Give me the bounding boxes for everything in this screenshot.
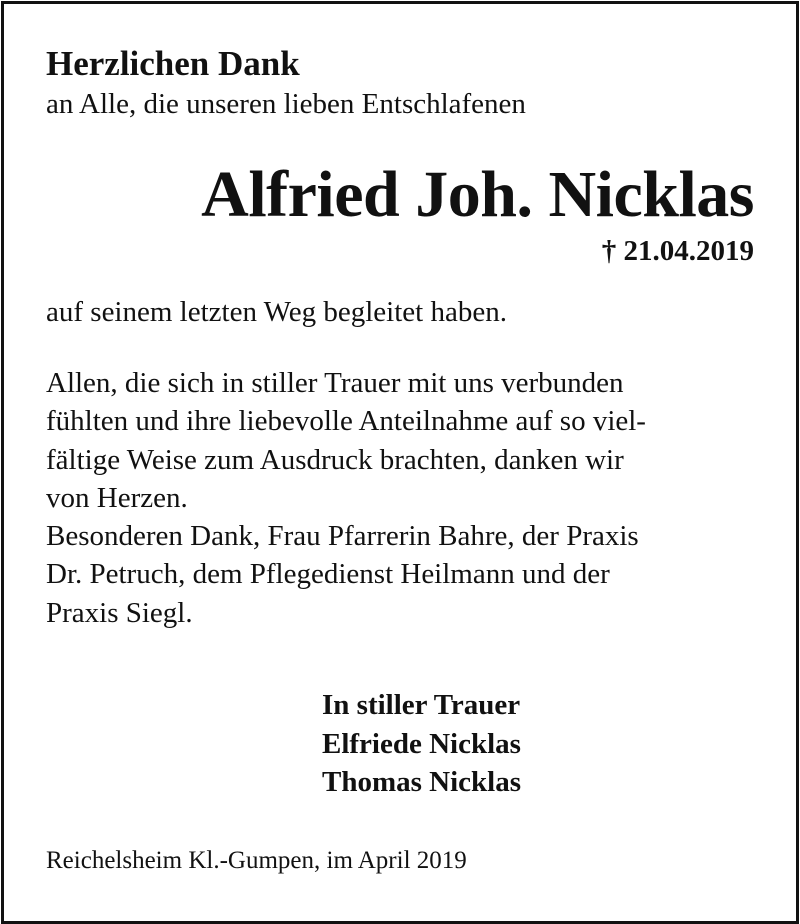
thanks-paragraph xyxy=(46,364,646,632)
deceased-name: Alfried Joh. Nicklas xyxy=(201,158,754,231)
signature-line: Elfriede Nicklas xyxy=(322,727,521,760)
death-date: † 21.04.2019 xyxy=(601,235,754,267)
heading: Herzlichen Dank xyxy=(46,44,300,83)
signature-line: In stiller Trauer xyxy=(322,689,521,721)
signature-block xyxy=(322,686,521,802)
paragraph-line: Besonderen Dank, Frau Pfarrerin Bahre, der Praxis xyxy=(46,520,639,553)
paragraph-line: von Herzen. xyxy=(46,481,188,514)
place-date: Reichelsheim Kl.-Gumpen, im April 2019 xyxy=(46,847,467,874)
paragraph-line: Praxis Siegl. xyxy=(46,596,193,629)
paragraph-line: fältige Weise zum Ausdruck brachten, danken wir xyxy=(46,443,624,476)
paragraph-line: Allen, die sich in stiller Trauer mit uns verbunden xyxy=(46,367,624,399)
paragraph-line: fühlten und ihre liebevolle Anteilnahme auf so viel- xyxy=(46,405,646,438)
paragraph-line: Dr. Petruch, dem Pflegedienst Heilmann und der xyxy=(46,558,610,591)
closing-phrase: auf seinem letzten Weg begleitet haben. xyxy=(46,296,507,328)
intro-text: an Alle, die unseren lieben Entschlafenen xyxy=(46,88,526,120)
signature-line: Thomas Nicklas xyxy=(322,766,522,798)
